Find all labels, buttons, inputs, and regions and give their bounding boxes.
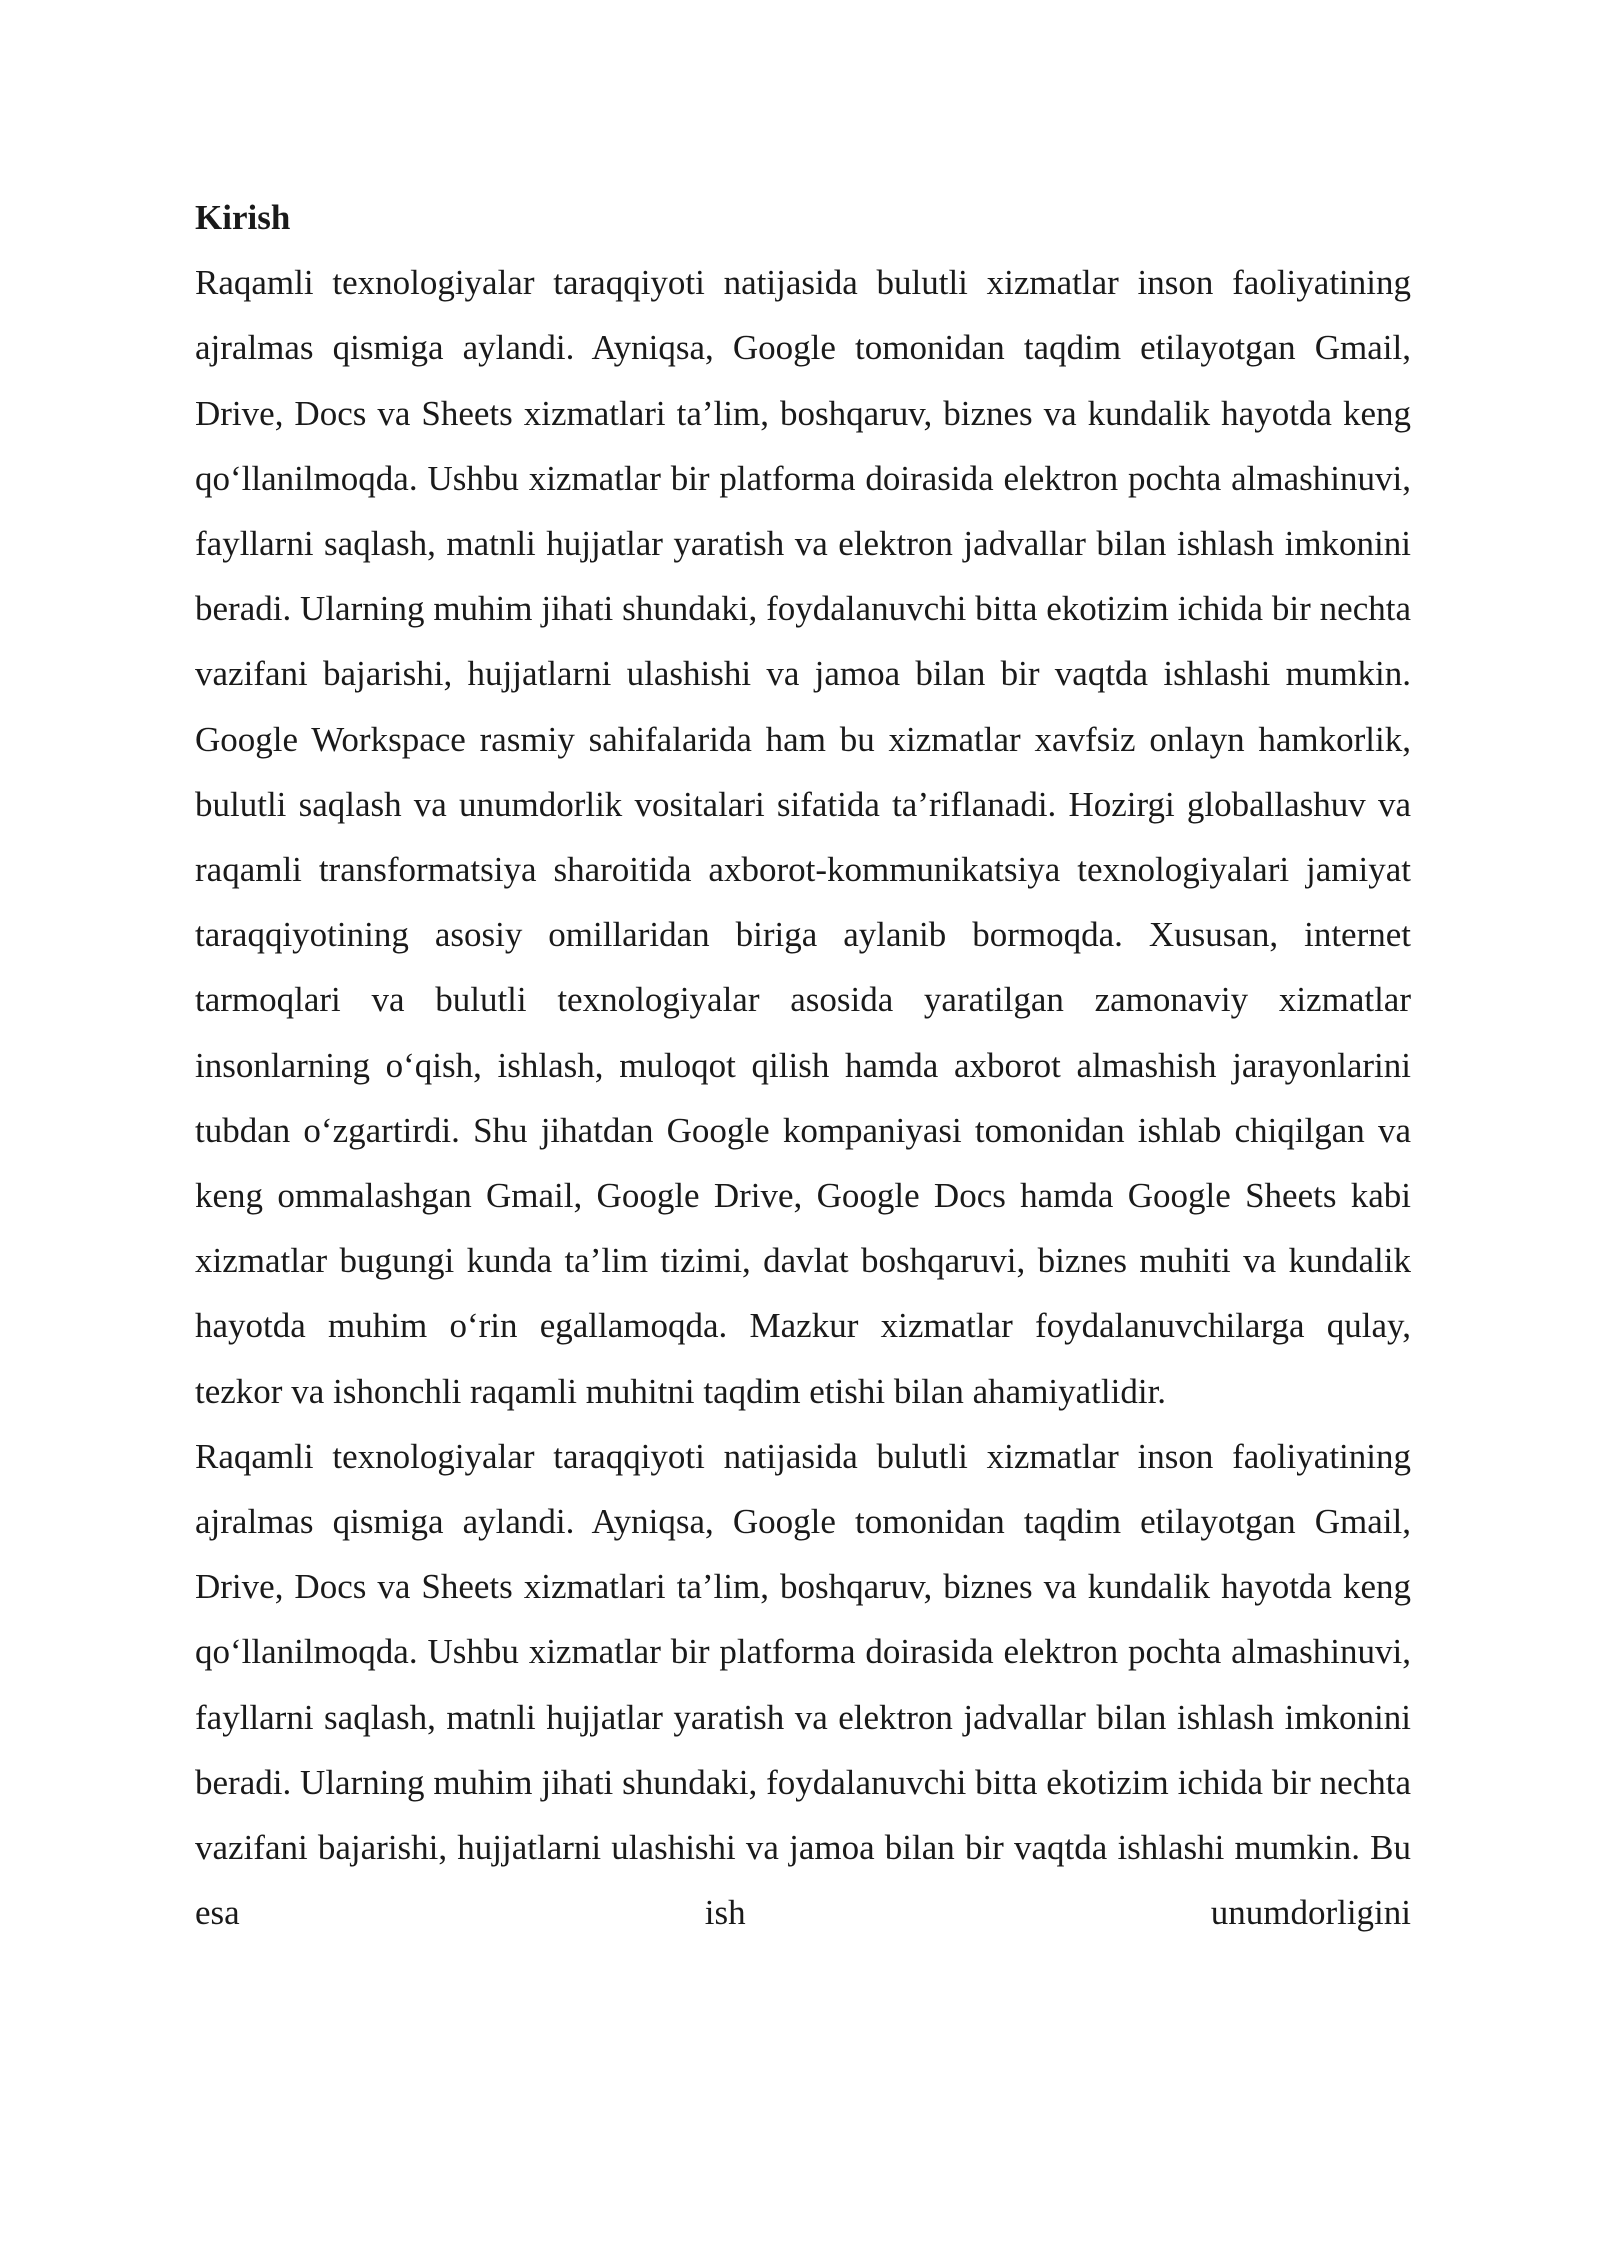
- section-heading: Kirish: [195, 198, 291, 237]
- body-paragraph: Raqamli texnologiyalar taraqqiyoti natijasida bulutli xizmatlar inson faoliyatining ajralmas qismiga aylandi. Ayniqsa, Google tomonidan taqdim etilayotgan Gmail, Drive, Docs va Sheets xizmatlari ta’lim, boshqaruv, biznes va kundalik hayotda keng qo‘llanilmoqda. Ushbu xizmatlar bir platforma doirasida elektron pochta almashinuvi, fayllarni saqlash, matnli hujjatlar yaratish va elektron jadvallar bilan ishlash imkonini beradi. Ularning muhim jihati shundaki, foydalanuvchi bitta ekotizim ichida bir nechta vazifani bajarishi, hujjatlarni ulashishi va jamoa bilan bir vaqtda ishlashi mumkin. Bu esa ish unumdorligini: [195, 1436, 1411, 1933]
- document-body: [195, 185, 1411, 1945]
- body-paragraph: Raqamli texnologiyalar taraqqiyoti natijasida bulutli xizmatlar inson faoliyatining ajralmas qismiga aylandi. Ayniqsa, Google tomonidan taqdim etilayotgan Gmail, Drive, Docs va Sheets xizmatlari ta’lim, boshqaruv, biznes va kundalik hayotda keng qo‘llanilmoqda. Ushbu xizmatlar bir platforma doirasida elektron pochta almashinuvi, fayllarni saqlash, matnli hujjatlar yaratish va elektron jadvallar bilan ishlash imkonini beradi. Ularning muhim jihati shundaki, foydalanuvchi bitta ekotizim ichida bir nechta vazifani bajarishi, hujjatlarni ulashishi va jamoa bilan bir vaqtda ishlashi mumkin. Google Workspace rasmiy sahifalarida ham bu xizmatlar xavfsiz onlayn hamkorlik, bulutli saqlash va unumdorlik vositalari sifatida ta’riflanadi. Hozirgi globallashuv va raqamli transformatsiya sharoitida axborot-kommunikatsiya texnologiyalari jamiyat taraqqiyotining asosiy omillaridan biriga aylanib bormoqda. Xususan, internet tarmoqlari va bulutli texnologiyalar asosida yaratilgan zamonaviy xizmatlar insonlarning o‘qish, ishlash, muloqot qilish hamda axborot almashish jarayonlarini tubdan o‘zgartirdi. Shu jihatdan Google kompaniyasi tomonidan ishlab chiqilgan va keng ommalashgan Gmail, Google Drive, Google Docs hamda Google Sheets kabi xizmatlar bugungi kunda ta’lim tizimi, davlat boshqaruvi, biznes muhiti va kundalik hayotda muhim o‘rin egallamoqda. Mazkur xizmatlar foydalanuvchilarga qulay, tezkor va ishonchli raqamli muhitni taqdim etishi bilan ahamiyatlidir.: [195, 263, 1411, 1411]
